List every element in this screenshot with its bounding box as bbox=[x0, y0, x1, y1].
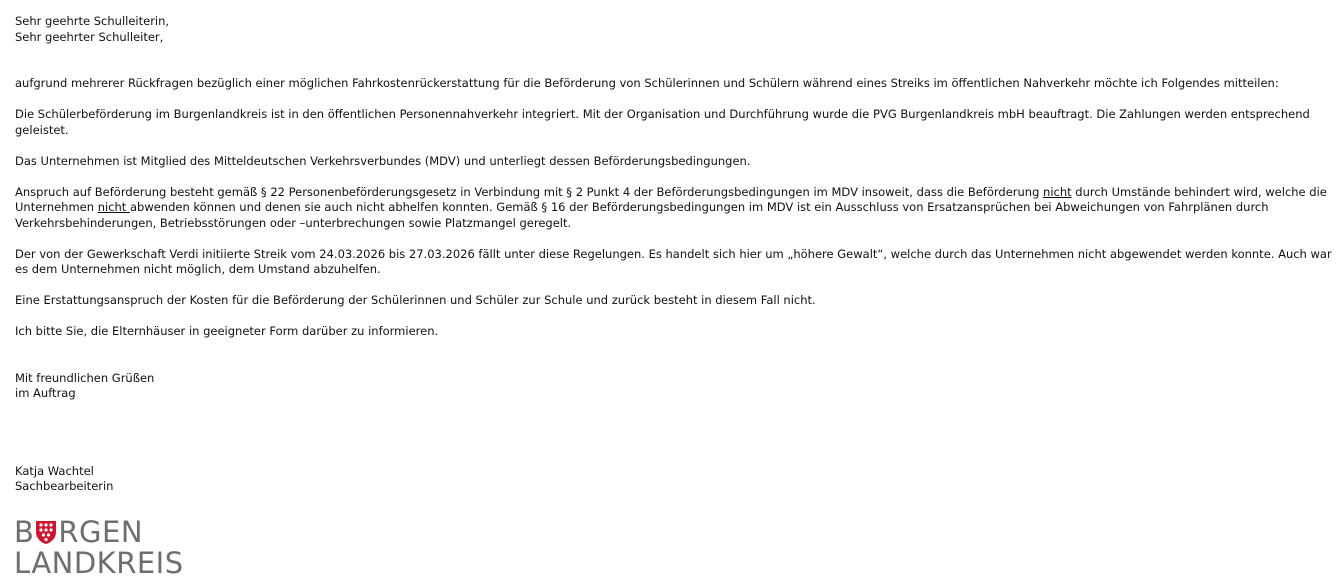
paragraph-integration: Die Schülerbeförderung im Burgenlandkreis ist in den öffentlichen Personennahverkehr integriert. Mit der Organisation und Durchführung wurde die PVG Burgenlandkreis mbH beauftragt. Die Zahlungen werden entsprechend geleistet. bbox=[15, 107, 1310, 137]
logo-text-rgen: RGEN bbox=[58, 515, 144, 549]
email-body bbox=[15, 14, 1333, 495]
logo-line-1 bbox=[14, 515, 204, 549]
signature-title: Sachbearbeiterin bbox=[15, 479, 114, 493]
closing-on-behalf: im Auftrag bbox=[15, 386, 76, 400]
claim-text-1: Anspruch auf Beförderung besteht gemäß § 22 Personenbeförderungsgesetz in Verbindung mit § 2 Punkt 4 der Beförderungsbedingungen im MDV insoweit, dass die Beförderung bbox=[15, 184, 1044, 199]
claim-text-3: abwenden können und denen sie auch nicht abhelfen konnten. Gemäß § 16 der Beförderungsbedingungen im MDV ist ein Ausschluss von Ersatzansprüchen bei Abweichungen von Fahrplänen durch Verkehrsbehinderungen, Betriebsstörungen oder –unterbrechungen sowie Platzmangel geregelt. bbox=[15, 200, 1269, 230]
salutation-line-1: Sehr geehrte Schulleiterin, bbox=[15, 14, 170, 28]
logo-letter-b: B bbox=[14, 515, 35, 549]
coat-of-arms-icon bbox=[35, 520, 57, 545]
claim-underlined-2: nicht bbox=[97, 200, 130, 214]
paragraph-membership: Das Unternehmen ist Mitglied des Mitteldeutschen Verkehrsverbundes (MDV) und unterliegt dessen Beförderungsbedingungen. bbox=[15, 153, 751, 168]
paragraph-intro: aufgrund mehrerer Rückfragen bezüglich einer möglichen Fahrkostenrückerstattung für die Beförderung von Schülerinnen und Schülern während eines Streiks im öffentlichen Nahverkehr möchte ich Folgendes mitteilen: bbox=[15, 76, 1279, 90]
burgenlandkreis-logo bbox=[14, 515, 204, 580]
salutation-line-2: Sehr geehrter Schulleiter, bbox=[15, 29, 164, 44]
paragraph-strike: Der von der Gewerkschaft Verdi initiierte Streik vom 24.03.2026 bis 27.03.2026 fällt unter diese Regelungen. Es handelt sich hier um „höhere Gewalt“, welche durch das Unternehmen nicht abgewendet werden konnte. Auch war es dem Unternehmen nicht möglich, dem Umstand abzuhelfen. bbox=[15, 246, 1332, 276]
closing-greeting: Mit freundlichen Grüßen bbox=[15, 370, 155, 385]
claim-text-2: durch Umstände behindert wird, welche die Unternehmen bbox=[15, 184, 1327, 214]
signature-name: Katja Wachtel bbox=[15, 463, 94, 478]
paragraph-claim bbox=[15, 185, 1333, 232]
paragraph-no-refund: Eine Erstattungsanspruch der Kosten für die Beförderung der Schülerinnen und Schüler zur Schule und zurück besteht in diesem Fall nicht. bbox=[15, 293, 816, 307]
paragraph-request: Ich bitte Sie, die Elternhäuser in geeigneter Form darüber zu informieren. bbox=[15, 324, 439, 338]
claim-underlined-1: nicht bbox=[1043, 184, 1072, 199]
logo-line-2: LANDKREIS bbox=[14, 546, 184, 580]
